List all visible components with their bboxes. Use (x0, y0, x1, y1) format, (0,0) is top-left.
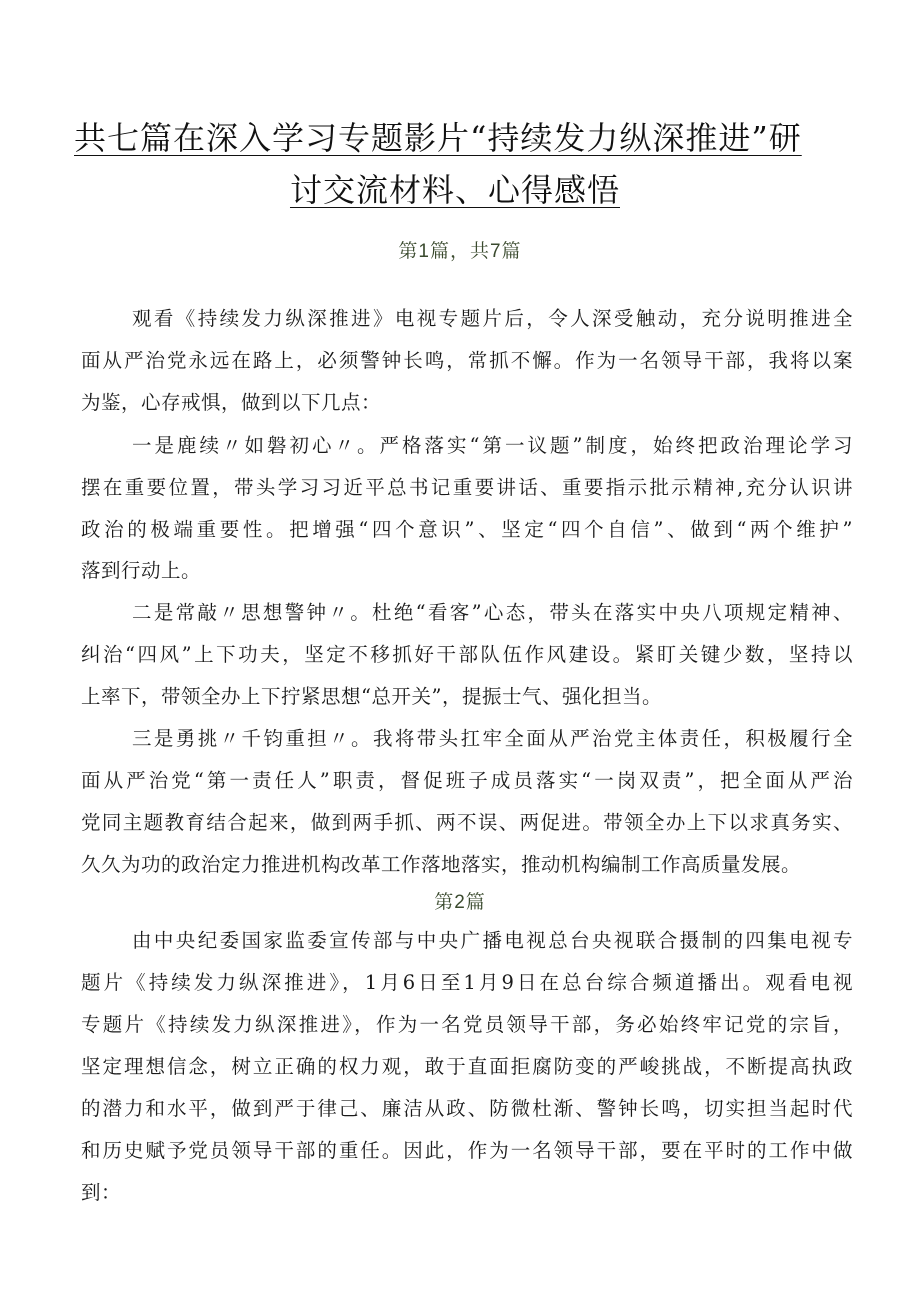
paragraph-line: 党同主题教育结合起来，做到两手抓、两不误、两促进。带领全办上下以求真务实、 (81, 811, 853, 834)
paragraph-line: 三是勇挑〃千钧重担〃。我将带头扛牢全面从严治党主体责任，积极履行全 (132, 727, 853, 750)
paragraph-line: 上率下，带领全办上下拧紧思想“总开关”，提振士气、强化担当。 (81, 685, 662, 708)
paragraph-line: 一是鹿续〃如磐初心〃。严格落实“第一议题”制度，始终把政治理论学习 (132, 434, 853, 457)
paragraph-line: 面从严治党“第一责任人”职责，督促班子成员落实“一岗双责”，把全面从严治 (81, 769, 853, 792)
paragraph-line: 到： (81, 1181, 122, 1204)
document-title-line-2: 讨交流材料、心得感悟 (289, 171, 620, 209)
paragraph-line: 坚定理想信念，树立正确的权力观，敢于直面拒腐防变的严峻挑战，不断提高执政 (81, 1055, 853, 1078)
paragraph-line: 面从严治党永远在路上，必须警钟长鸣，常抓不懈。作为一名领导干部，我将以案 (81, 349, 853, 372)
document-title-line-1: 共七篇在深入学习专题影片“持续发力纵深推进”研 (74, 119, 802, 157)
section-2-heading: 第2篇 (434, 892, 486, 913)
section-1-heading: 第1篇，共7篇 (398, 241, 522, 262)
paragraph-line: 摆在重要位置，带头学习习近平总书记重要讲话、重要指示批示精神,充分认识讲 (81, 476, 853, 499)
paragraph-line: 和历史赋予党员领导干部的重任。因此，作为一名领导干部，要在平时的工作中做 (81, 1139, 853, 1162)
paragraph-line: 纠治“四风”上下功夫，坚定不移抓好干部队伍作风建设。紧盯关键少数，坚持以 (81, 643, 853, 666)
paragraph-line: 观看《持续发力纵深推进》电视专题片后，令人深受触动，充分说明推进全 (132, 307, 853, 330)
paragraph-line: 落到行动上。 (81, 559, 202, 582)
paragraph-line: 专题片《持续发力纵深推进》，作为一名党员领导干部，务必始终牢记党的宗旨， (81, 1013, 853, 1036)
paragraph-line: 由中央纪委国家监委宣传部与中央广播电视总台央视联合摄制的四集电视专 (132, 929, 853, 952)
paragraph-line: 政治的极端重要性。把增强“四个意识”、坚定“四个自信”、做到“两个维护” (81, 518, 853, 541)
paragraph-line: 题片《持续发力纵深推进》，1月6日至1月9日在总台综合频道播出。观看电视 (81, 971, 853, 994)
paragraph-line: 二是常敲〃思想警钟〃。杜绝“看客”心态，带头在落实中央八项规定精神、 (132, 601, 853, 624)
paragraph-line: 久久为功的政治定力推进机构改革工作落地落实，推动机构编制工作高质量发展。 (81, 853, 802, 876)
paragraph-line: 为鉴，心存戒惧，做到以下几点： (81, 391, 382, 414)
paragraph-line: 的潜力和水平，做到严于律己、廉洁从政、防微杜渐、警钟长鸣，切实担当起时代 (81, 1097, 853, 1120)
